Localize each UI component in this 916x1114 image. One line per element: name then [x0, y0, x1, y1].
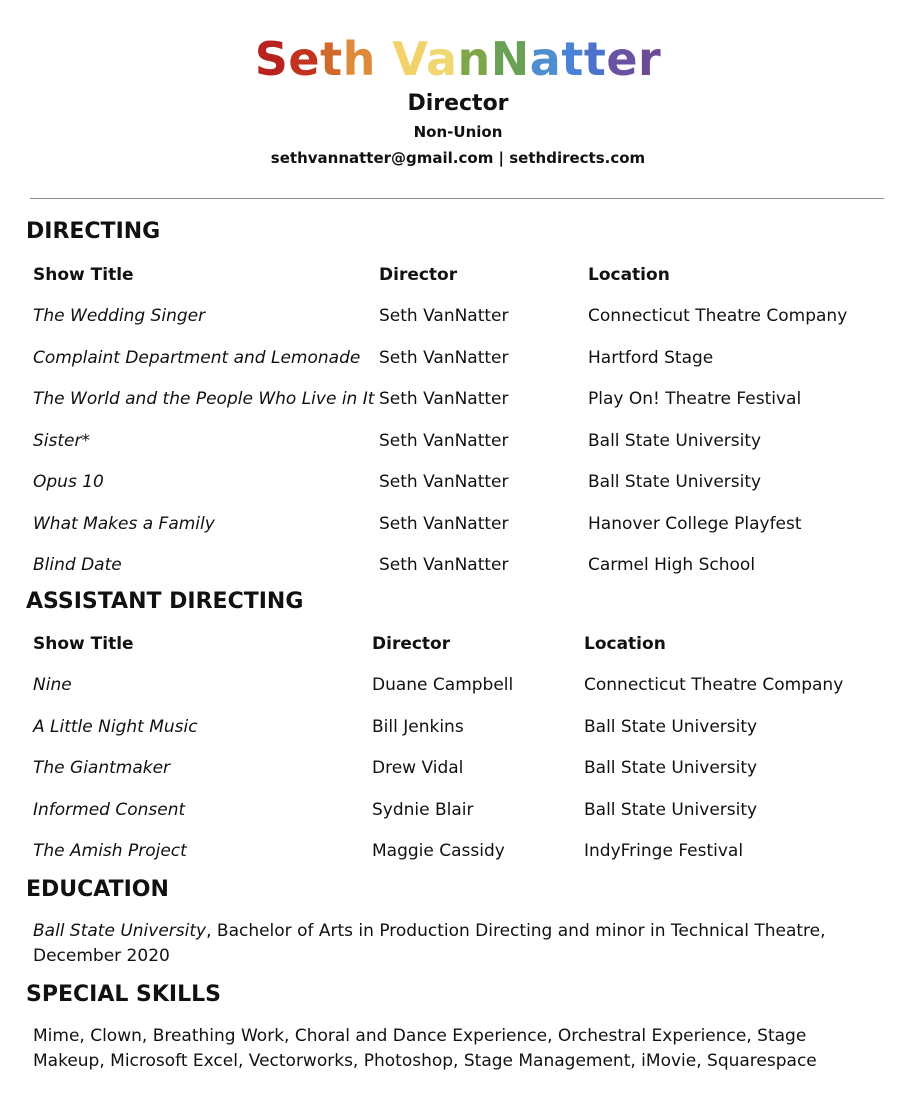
name-letter: h [342, 32, 376, 86]
name-letter: a [425, 32, 458, 86]
name-letter: e [288, 32, 321, 86]
show-title-cell: The World and the People Who Live in It [33, 389, 375, 410]
director-cell: Seth VanNatter [379, 472, 509, 493]
candidate-name [0, 30, 916, 88]
column-header-location: Location [584, 633, 666, 654]
contact-line: sethvannatter@gmail.com | sethdirects.com [270, 149, 646, 167]
show-title-cell: Sister* [33, 430, 90, 451]
location-cell: Carmel High School [588, 555, 756, 576]
name-letter [376, 32, 393, 86]
location-cell: Hanover College Playfest [588, 513, 802, 534]
section-title-directing: DIRECTING [26, 219, 161, 244]
table-row [33, 545, 888, 587]
table-row [33, 665, 884, 707]
director-cell: Seth VanNatter [379, 389, 509, 410]
name-letter: n [457, 32, 491, 86]
table-header-row [33, 254, 888, 296]
name-letter: V [392, 32, 426, 86]
column-header-location: Location [588, 264, 670, 285]
name-letter: e [606, 32, 639, 86]
table-row [33, 420, 888, 462]
header-divider [30, 198, 884, 199]
show-title-cell: Complaint Department and Lemonade [33, 347, 361, 368]
name-letter: r [638, 32, 662, 86]
director-cell: Seth VanNatter [379, 306, 509, 327]
show-title-cell: The Wedding Singer [33, 306, 206, 327]
location-cell: Connecticut Theatre Company [584, 675, 844, 696]
table-row [33, 748, 884, 790]
location-cell: IndyFringe Festival [584, 841, 744, 862]
location-cell: Play On! Theatre Festival [588, 389, 802, 410]
show-title-cell: The Amish Project [33, 841, 187, 862]
director-cell: Duane Campbell [372, 675, 514, 696]
location-cell: Hartford Stage [588, 347, 714, 368]
show-title-cell: Blind Date [33, 555, 122, 576]
name-letter: N [490, 32, 530, 86]
show-title-cell: Nine [33, 675, 72, 696]
section-title-special-skills: SPECIAL SKILLS [26, 982, 221, 1007]
name-letter: t [583, 32, 607, 86]
name-letter: a [529, 32, 562, 86]
column-header-director: Director [372, 633, 451, 654]
table-row [33, 706, 884, 748]
show-title-cell: The Giantmaker [33, 758, 171, 779]
directing-table [33, 254, 888, 586]
assistant-directing-table [33, 623, 884, 872]
show-title-cell: A Little Night Music [33, 716, 198, 737]
table-header-row [33, 623, 884, 665]
table-row [33, 503, 888, 545]
table-row [33, 296, 888, 338]
candidate-role: Director [407, 91, 509, 116]
director-cell: Seth VanNatter [379, 430, 509, 451]
education-detail: , Bachelor of Arts in Production Directing and minor in Technical Theatre, December 2020 [33, 921, 826, 966]
resume-header [0, 30, 916, 168]
location-cell: Connecticut Theatre Company [588, 306, 848, 327]
table-row [33, 462, 888, 504]
education-entry [33, 919, 883, 969]
education-school: Ball State University [33, 921, 207, 941]
column-header-director: Director [379, 264, 458, 285]
director-cell: Bill Jenkins [372, 716, 464, 737]
location-cell: Ball State University [588, 472, 762, 493]
special-skills-text: Mime, Clown, Breathing Work, Choral and Dance Experience, Orchestral Experience, Stage Makeup, Microsoft Excel, Vectorworks, Photoshop, Stage Management, iMovie, Squarespace [33, 1026, 817, 1071]
director-cell: Maggie Cassidy [372, 841, 505, 862]
show-title-cell: Opus 10 [33, 472, 104, 493]
show-title-cell: Informed Consent [33, 799, 186, 820]
table-row [33, 831, 884, 873]
column-header-show-title: Show Title [33, 633, 134, 654]
location-cell: Ball State University [584, 716, 758, 737]
union-status: Non-Union [413, 123, 503, 141]
director-cell: Seth VanNatter [379, 513, 509, 534]
show-title-cell: What Makes a Family [33, 513, 215, 534]
location-cell: Ball State University [588, 430, 762, 451]
name-letter: t [561, 32, 584, 86]
table-row [33, 789, 884, 831]
location-cell: Ball State University [584, 758, 758, 779]
table-row [33, 379, 888, 421]
column-header-show-title: Show Title [33, 264, 134, 285]
director-cell: Sydnie Blair [372, 799, 474, 820]
name-letter: t [320, 32, 343, 86]
location-cell: Ball State University [584, 799, 758, 820]
director-cell: Seth VanNatter [379, 555, 509, 576]
table-row [33, 337, 888, 379]
director-cell: Drew Vidal [372, 758, 464, 779]
section-title-education: EDUCATION [26, 877, 169, 902]
name-letter: S [254, 32, 289, 86]
section-title-assistant-directing: ASSISTANT DIRECTING [26, 589, 304, 614]
director-cell: Seth VanNatter [379, 347, 509, 368]
